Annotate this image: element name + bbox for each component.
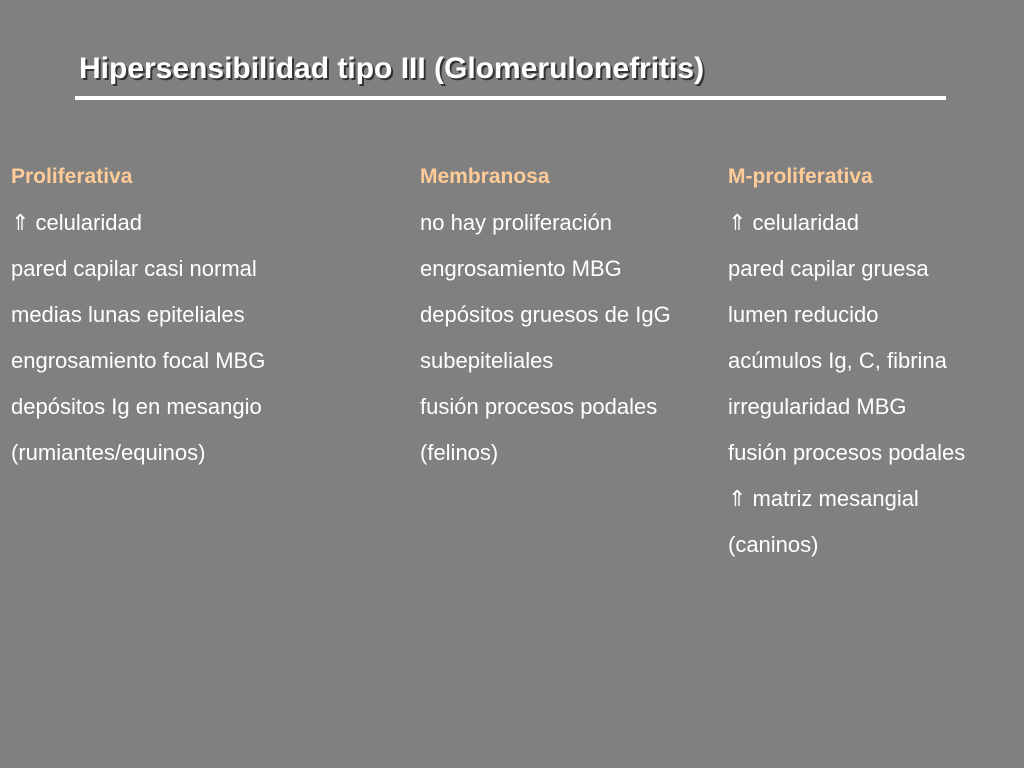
list-item: lumen reducido [728, 302, 879, 327]
list-item: subepiteliales [420, 348, 554, 373]
list-item: (rumiantes/equinos) [11, 440, 206, 465]
column-heading: Membranosa [420, 165, 550, 188]
column-heading: Proliferativa [11, 165, 133, 188]
list-item: ⇑ celularidad [11, 210, 142, 235]
title-underline [75, 96, 946, 100]
list-item: (caninos) [728, 532, 819, 557]
slide-title: Hipersensibilidad tipo III (Glomerulonefritis) [79, 52, 705, 85]
column-proliferativa [11, 163, 265, 485]
list-item: engrosamiento MBG [420, 256, 622, 281]
list-item: fusión procesos podales [420, 394, 658, 419]
list-item: depósitos Ig en mesangio [11, 394, 262, 419]
list-item: (felinos) [420, 440, 499, 465]
list-item: ⇑ celularidad [728, 210, 859, 235]
list-item: acúmulos Ig, C, fibrina [728, 348, 947, 373]
column-heading: M-proliferativa [728, 165, 873, 188]
list-item: pared capilar gruesa [728, 256, 929, 281]
column-membranosa [420, 163, 671, 485]
list-item: irregularidad MBG [728, 394, 907, 419]
list-item: engrosamiento focal MBG [11, 348, 266, 373]
list-item: fusión procesos podales [728, 440, 966, 465]
list-item: pared capilar casi normal [11, 256, 257, 281]
list-item: depósitos gruesos de IgG [420, 302, 671, 327]
column-m-proliferativa [728, 163, 965, 577]
list-item: medias lunas epiteliales [11, 302, 245, 327]
list-item: ⇑ matriz mesangial [728, 486, 919, 511]
list-item: no hay proliferación [420, 210, 613, 235]
